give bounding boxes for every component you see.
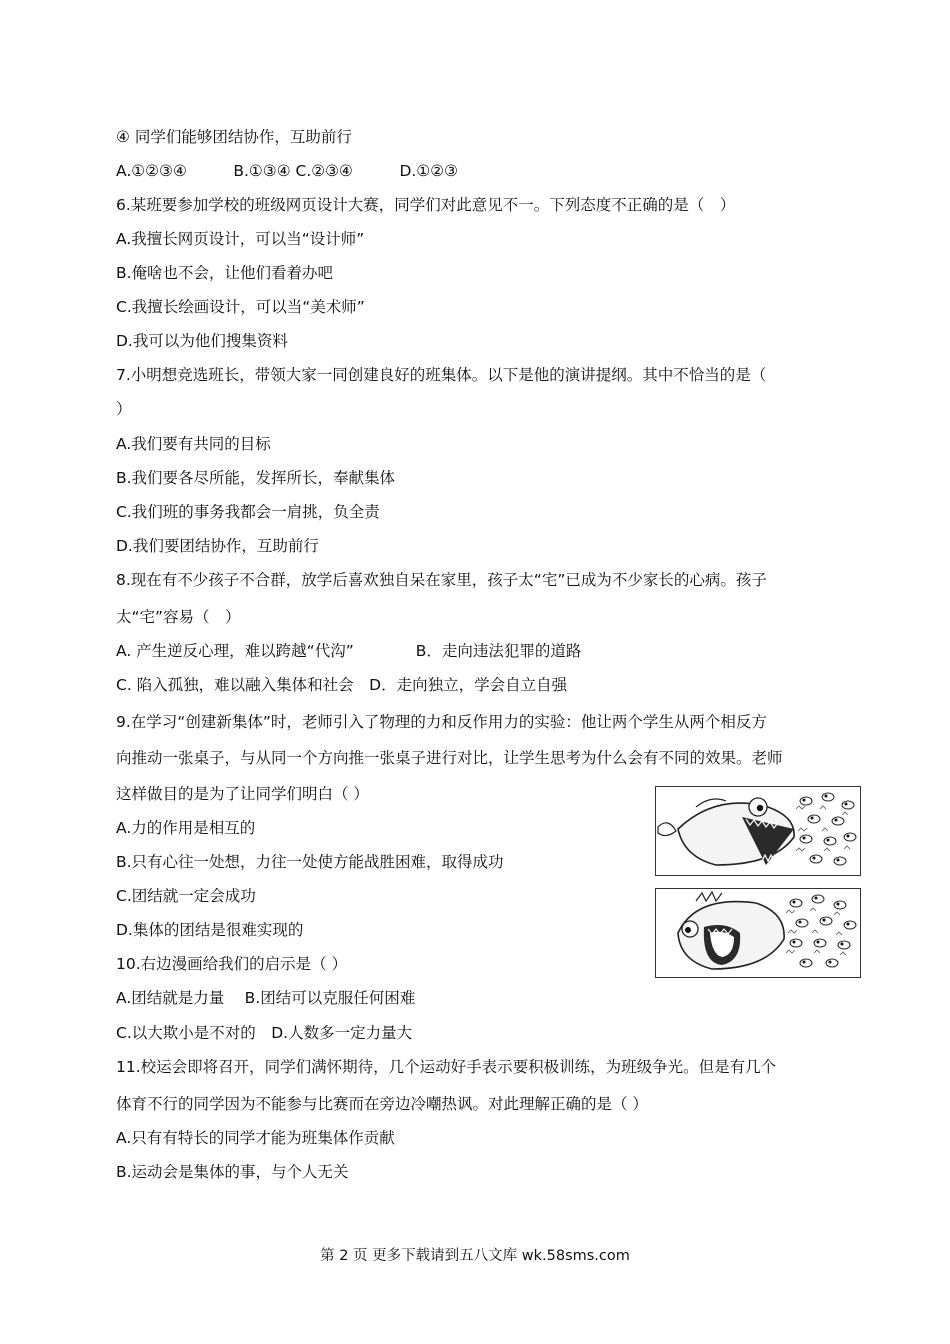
page-footer: 第 2 页 更多下载请到五八文库 wk.58sms.com bbox=[320, 1248, 630, 1264]
text-line: D.我可以为他们搜集资料 bbox=[116, 332, 288, 350]
text-line: 11.校运会即将召开，同学们满怀期待，几个运动好手表示要积极训练，为班级争光。但是有几个 bbox=[116, 1058, 777, 1076]
text-line: 9.在学习“创建新集体”时，老师引入了物理的力和反作用力的实验：他让两个学生从两个相反方 bbox=[116, 713, 767, 731]
text-line: ） bbox=[116, 400, 132, 418]
text-line: D.集体的团结是很难实现的 bbox=[116, 921, 304, 939]
big-fish-chasing-small-fish-illustration bbox=[656, 787, 860, 875]
text-line: A.我们要有共同的目标 bbox=[116, 435, 271, 453]
text-line: B.只有心往一处想，力往一处使方能战胜困难，取得成功 bbox=[116, 853, 504, 871]
text-line: A. 产生逆反心理，难以跨越“代沟” B．走向违法犯罪的道路 bbox=[116, 642, 582, 660]
text-line: 6.某班要参加学校的班级网页设计大赛，同学们对此意见不一。下列态度不正确的是（ ） bbox=[116, 196, 736, 214]
text-line: B.运动会是集体的事，与个人无关 bbox=[116, 1163, 349, 1181]
text-line: B.我们要各尽所能，发挥所长，奉献集体 bbox=[116, 469, 396, 487]
text-line: 向推动一张桌子，与从同一个方向推一张桌子进行对比，让学生思考为什么会有不同的效果。老师 bbox=[116, 749, 783, 767]
text-line: C. 陷入孤独，难以融入集体和社会 D．走向独立，学会自立自强 bbox=[116, 676, 568, 694]
text-line: C.以大欺小是不对的 D.人数多一定力量大 bbox=[116, 1024, 413, 1042]
text-line: 体育不行的同学因为不能参与比赛而在旁边冷嘲热讽。对此理解正确的是（ ） bbox=[116, 1095, 648, 1113]
text-line: A.力的作用是相互的 bbox=[116, 819, 256, 837]
text-line: 7.小明想竞选班长，带领大家一同创建良好的班集体。以下是他的演讲提纲。其中不恰当的是（ bbox=[116, 366, 767, 384]
text-line: 10.右边漫画给我们的启示是（ ） bbox=[116, 955, 348, 973]
small-fish-united-illustration bbox=[656, 889, 860, 977]
text-line: C.我擅长绘画设计，可以当“美术师” bbox=[116, 298, 365, 316]
text-line: B.俺啥也不会，让他们看着办吧 bbox=[116, 264, 334, 282]
text-line: C.团结就一定会成功 bbox=[116, 887, 256, 905]
text-line: 这样做目的是为了让同学们明白（ ） bbox=[116, 785, 369, 803]
text-line: D.我们要团结协作，互助前行 bbox=[116, 537, 319, 555]
cartoon-panel-top bbox=[655, 786, 861, 876]
text-line: A.我擅长网页设计，可以当“设计师” bbox=[116, 230, 365, 248]
text-line: 8.现在有不少孩子不合群，放学后喜欢独自呆在家里，孩子太“宅”已成为不少家长的心病。孩子 bbox=[116, 571, 767, 589]
cartoon-panel-bottom bbox=[655, 888, 861, 978]
text-line: ④ 同学们能够团结协作，互助前行 bbox=[116, 128, 352, 146]
text-line: A.只有有特长的同学才能为班集体作贡献 bbox=[116, 1129, 395, 1147]
text-line: A.①②③④ B.①③④ C.②③④ D.①②③ bbox=[116, 162, 458, 180]
text-line: C.我们班的事务我都会一肩挑，负全责 bbox=[116, 503, 380, 521]
text-line: 太“宅”容易（ ） bbox=[116, 608, 241, 626]
text-line: A.团结就是力量 B.团结可以克服任何困难 bbox=[116, 989, 416, 1007]
